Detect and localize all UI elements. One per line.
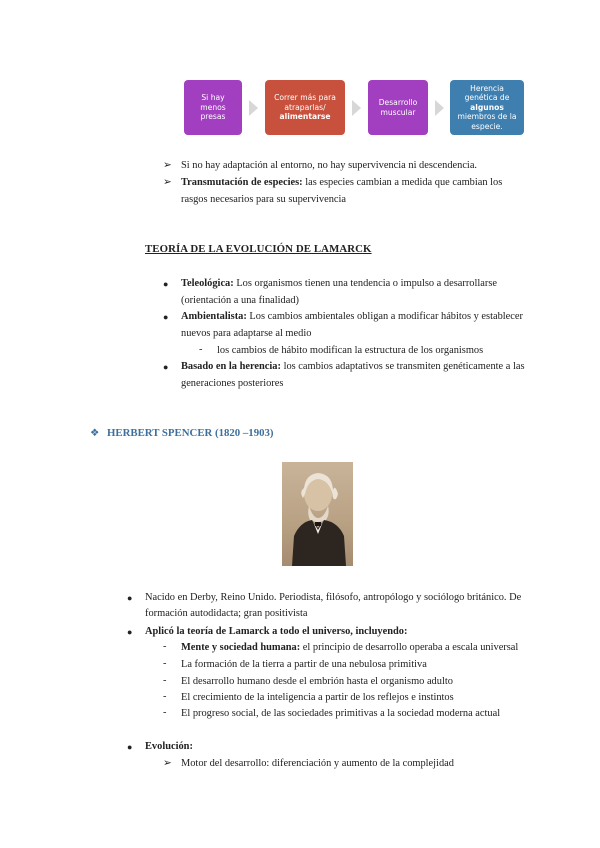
dash-icon: - [199,344,203,355]
diagram-text-line: miembros de la especie. [457,112,517,131]
arrow-bullet-icon: ➢ [163,758,172,769]
dash-icon: - [163,675,167,686]
bullet-icon: ● [127,593,133,603]
list-item-continuation: formación autodidacta; gran positivista [145,608,308,619]
arrow-icon [352,100,361,116]
section-heading-lamarck: TEORÍA DE LA EVOLUCIÓN DE LAMARCK [145,243,372,255]
list-item-continuation: generaciones posteriores [181,378,284,389]
arrow-bullet-icon: ➢ [163,160,172,171]
bullet-icon: ● [163,312,169,322]
bullet-icon: ● [127,742,133,752]
dash-icon: - [163,658,167,669]
diagram-box-text [454,84,520,131]
sub-list-item: El desarrollo humano desde el embrión hasta el organismo adulto [181,676,453,687]
diagram-box-text [269,93,341,121]
list-item-continuation: nuevos para adaptarse al medio [181,328,312,339]
bullet-icon: ● [163,279,169,289]
item-bold: Transmutación de especies: [181,177,303,188]
dash-icon: - [163,707,167,718]
diagram-box-run-faster [265,80,345,135]
sub-list-item: El progreso social, de las sociedades primitivas a la sociedad moderna actual [181,708,501,719]
item-text: los cambios adaptativos se transmiten genéticamente a las [280,361,525,372]
diagram-box-less-prey [184,80,242,135]
bullet-icon: ● [163,362,169,372]
diagram-box-muscle [368,80,428,135]
item-text: Los cambios ambientales obligan a modificar hábitos y establecer [246,311,523,322]
diagram-box-text: Desarrollo muscular [378,98,418,117]
list-item [181,176,502,190]
section-heading-spencer: HERBERT SPENCER (1820 –1903) [107,427,274,439]
list-item: Aplicó la teoría de Lamarck a todo el universo, incluyendo: [145,626,408,637]
item-bold: Teleológica: [181,278,234,289]
item-text: las especies cambian a medida que cambian los [302,177,503,188]
list-item [181,310,523,324]
diagram-box-heredity [450,80,524,135]
sub-list-item [181,641,518,655]
list-item: Evolución: [145,741,193,752]
portrait-figure [282,462,353,566]
sub-list-item: El crecimiento de la inteligencia a partir de los reflejos e instintos [181,692,454,703]
item-text: el principio de desarrollo operaba a escala universal [300,642,519,653]
portrait-image [282,462,353,566]
arrow-bullet-icon: ➢ [163,177,172,188]
sub-list-item: La formación de la tierra a partir de una nebulosa primitiva [181,659,427,670]
list-item-continuation: (orientación a una finalidad) [181,295,299,306]
arrow-icon [435,100,444,116]
diagram-box-text: Si hay menos presas [200,93,226,122]
sub-list-item: los cambios de hábito modifican la estructura de los organismos [217,345,484,356]
diagram-text-bold: alimentarse [279,112,331,122]
item-text: Los organismos tienen una tendencia o impulso a desarrollarse [233,278,497,289]
item-bold: Mente y sociedad humana: [181,642,301,653]
dash-icon: - [163,641,167,652]
sub-list-item: Motor del desarrollo: diferenciación y aumento de la complejidad [181,758,454,769]
bullet-icon: ● [127,627,133,637]
diagram-text-line: Herencia genética de [464,83,510,103]
list-item: Si no hay adaptación al entorno, no hay supervivencia ni descendencia. [181,160,478,171]
diagram-text-line: Correr más para atraparlas/ [274,93,336,112]
item-bold: Basado en la herencia: [181,361,281,372]
diagram-text-bold: algunos [470,102,504,112]
list-item-continuation: rasgos necesarios para su supervivencia [181,194,347,205]
dash-icon: - [163,691,167,702]
list-item [181,277,497,291]
item-bold: Ambientalista: [181,311,247,322]
list-item: Nacido en Derby, Reino Unido. Periodista, filósofo, antropólogo y sociólogo británico. De [145,592,522,603]
diamond-bullet-icon: ❖ [90,428,100,439]
list-item [181,360,525,374]
arrow-icon [249,100,258,116]
